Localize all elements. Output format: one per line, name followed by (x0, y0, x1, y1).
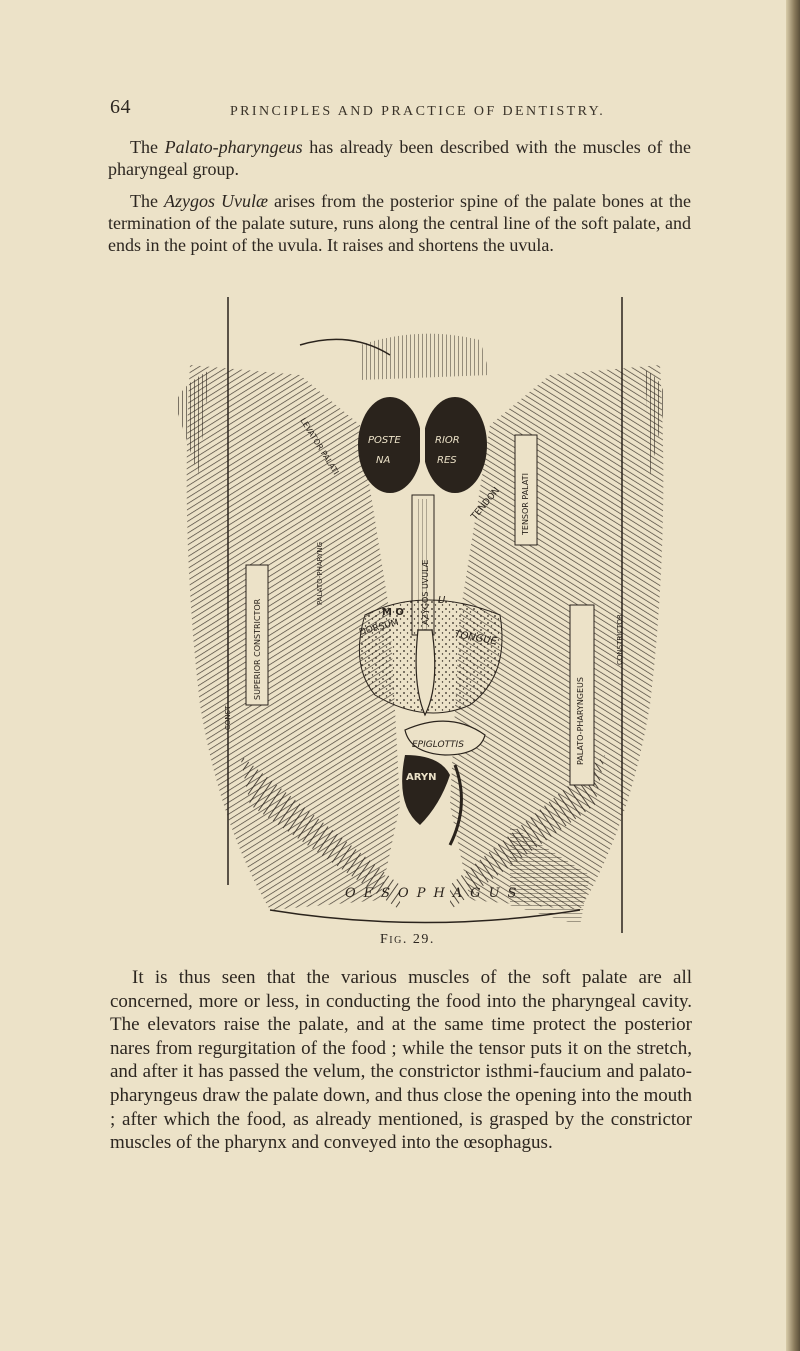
label-dorsum: DORSUM (358, 617, 400, 638)
page-number: 64 (110, 96, 131, 118)
label-const: CONST (224, 705, 232, 730)
para2-lead: The (130, 191, 158, 211)
label-larynx: ARYN (406, 772, 437, 783)
label-tendon: TENDON (469, 485, 503, 522)
label-rior: RIOR (435, 435, 460, 446)
label-oesophagus: OESOPHAGUS (345, 886, 525, 901)
paragraph-azygos-uvulae (108, 190, 691, 256)
running-title: PRINCIPLES AND PRACTICE OF DENTISTRY. (230, 104, 606, 119)
label-constrictor-right: CONSTRICTOR (616, 614, 624, 665)
anatomical-illustration (150, 285, 670, 933)
label-azygos-uvulae: AZYGOS UVULÆ (421, 559, 430, 625)
paragraph-palato-pharyngeus (108, 136, 691, 180)
para1-lead: The (130, 137, 158, 157)
paragraph-conclusion (110, 966, 692, 1155)
page-edge (786, 0, 800, 1351)
pharynx-soft-palate-engraving (150, 285, 670, 933)
label-constrictor-left: SUPERIOR CONSTRICTOR (253, 598, 262, 700)
figure-caption: Fig. 29. (380, 932, 435, 947)
label-palato-pharyngeus: PALATO-PHARYNGEUS (576, 677, 585, 765)
label-res: RES (437, 455, 457, 466)
para2-text: arises from the posterior spine of the palate bones at the termination of the palate suture, runs along the central line of the soft palate, and ends in the point of the uvula. It raises and shortens the uvula. (108, 191, 692, 255)
label-mo: M O (382, 607, 404, 618)
label-epiglottis: EPIGLOTTIS (412, 740, 464, 750)
term-palato-pharyngeus: Palato-pharyngeus (164, 137, 303, 157)
label-tongue: TONGUE (453, 629, 498, 648)
label-tensor-palati: TENSOR PALATI (521, 473, 530, 535)
para3-text: It is thus seen that the various muscles of the soft palate are all concerned, more or less, in conducting the food into the pharyngeal cavity. The elevators raise the palate, and at the same time protect the posterior nares from regurgitation of the food ; while the tensor puts it on the stretch, and after it has passed the velum, the constrictor isthmi-faucium and palato-pharyngeus draw the palate down, and thus close the opening into the mouth ; after which the food, as already mentioned, is grasped by the constrictor muscles of the pharynx and conveyed into the œsophagus. (110, 967, 693, 1154)
label-posterior: POSTE (368, 435, 401, 446)
label-levator-palati: LEVATOR PALATI (298, 416, 341, 477)
running-head (110, 96, 690, 126)
label-uvula: U (438, 595, 446, 606)
label-na: NA (376, 455, 391, 466)
label-palato-pharyng-left: PALATO-PHARYNG (316, 542, 324, 605)
para1-text: has already been described with the muscles of the pharyngeal group. (108, 137, 692, 179)
term-azygos-uvulae: Azygos Uvulæ (164, 191, 269, 211)
